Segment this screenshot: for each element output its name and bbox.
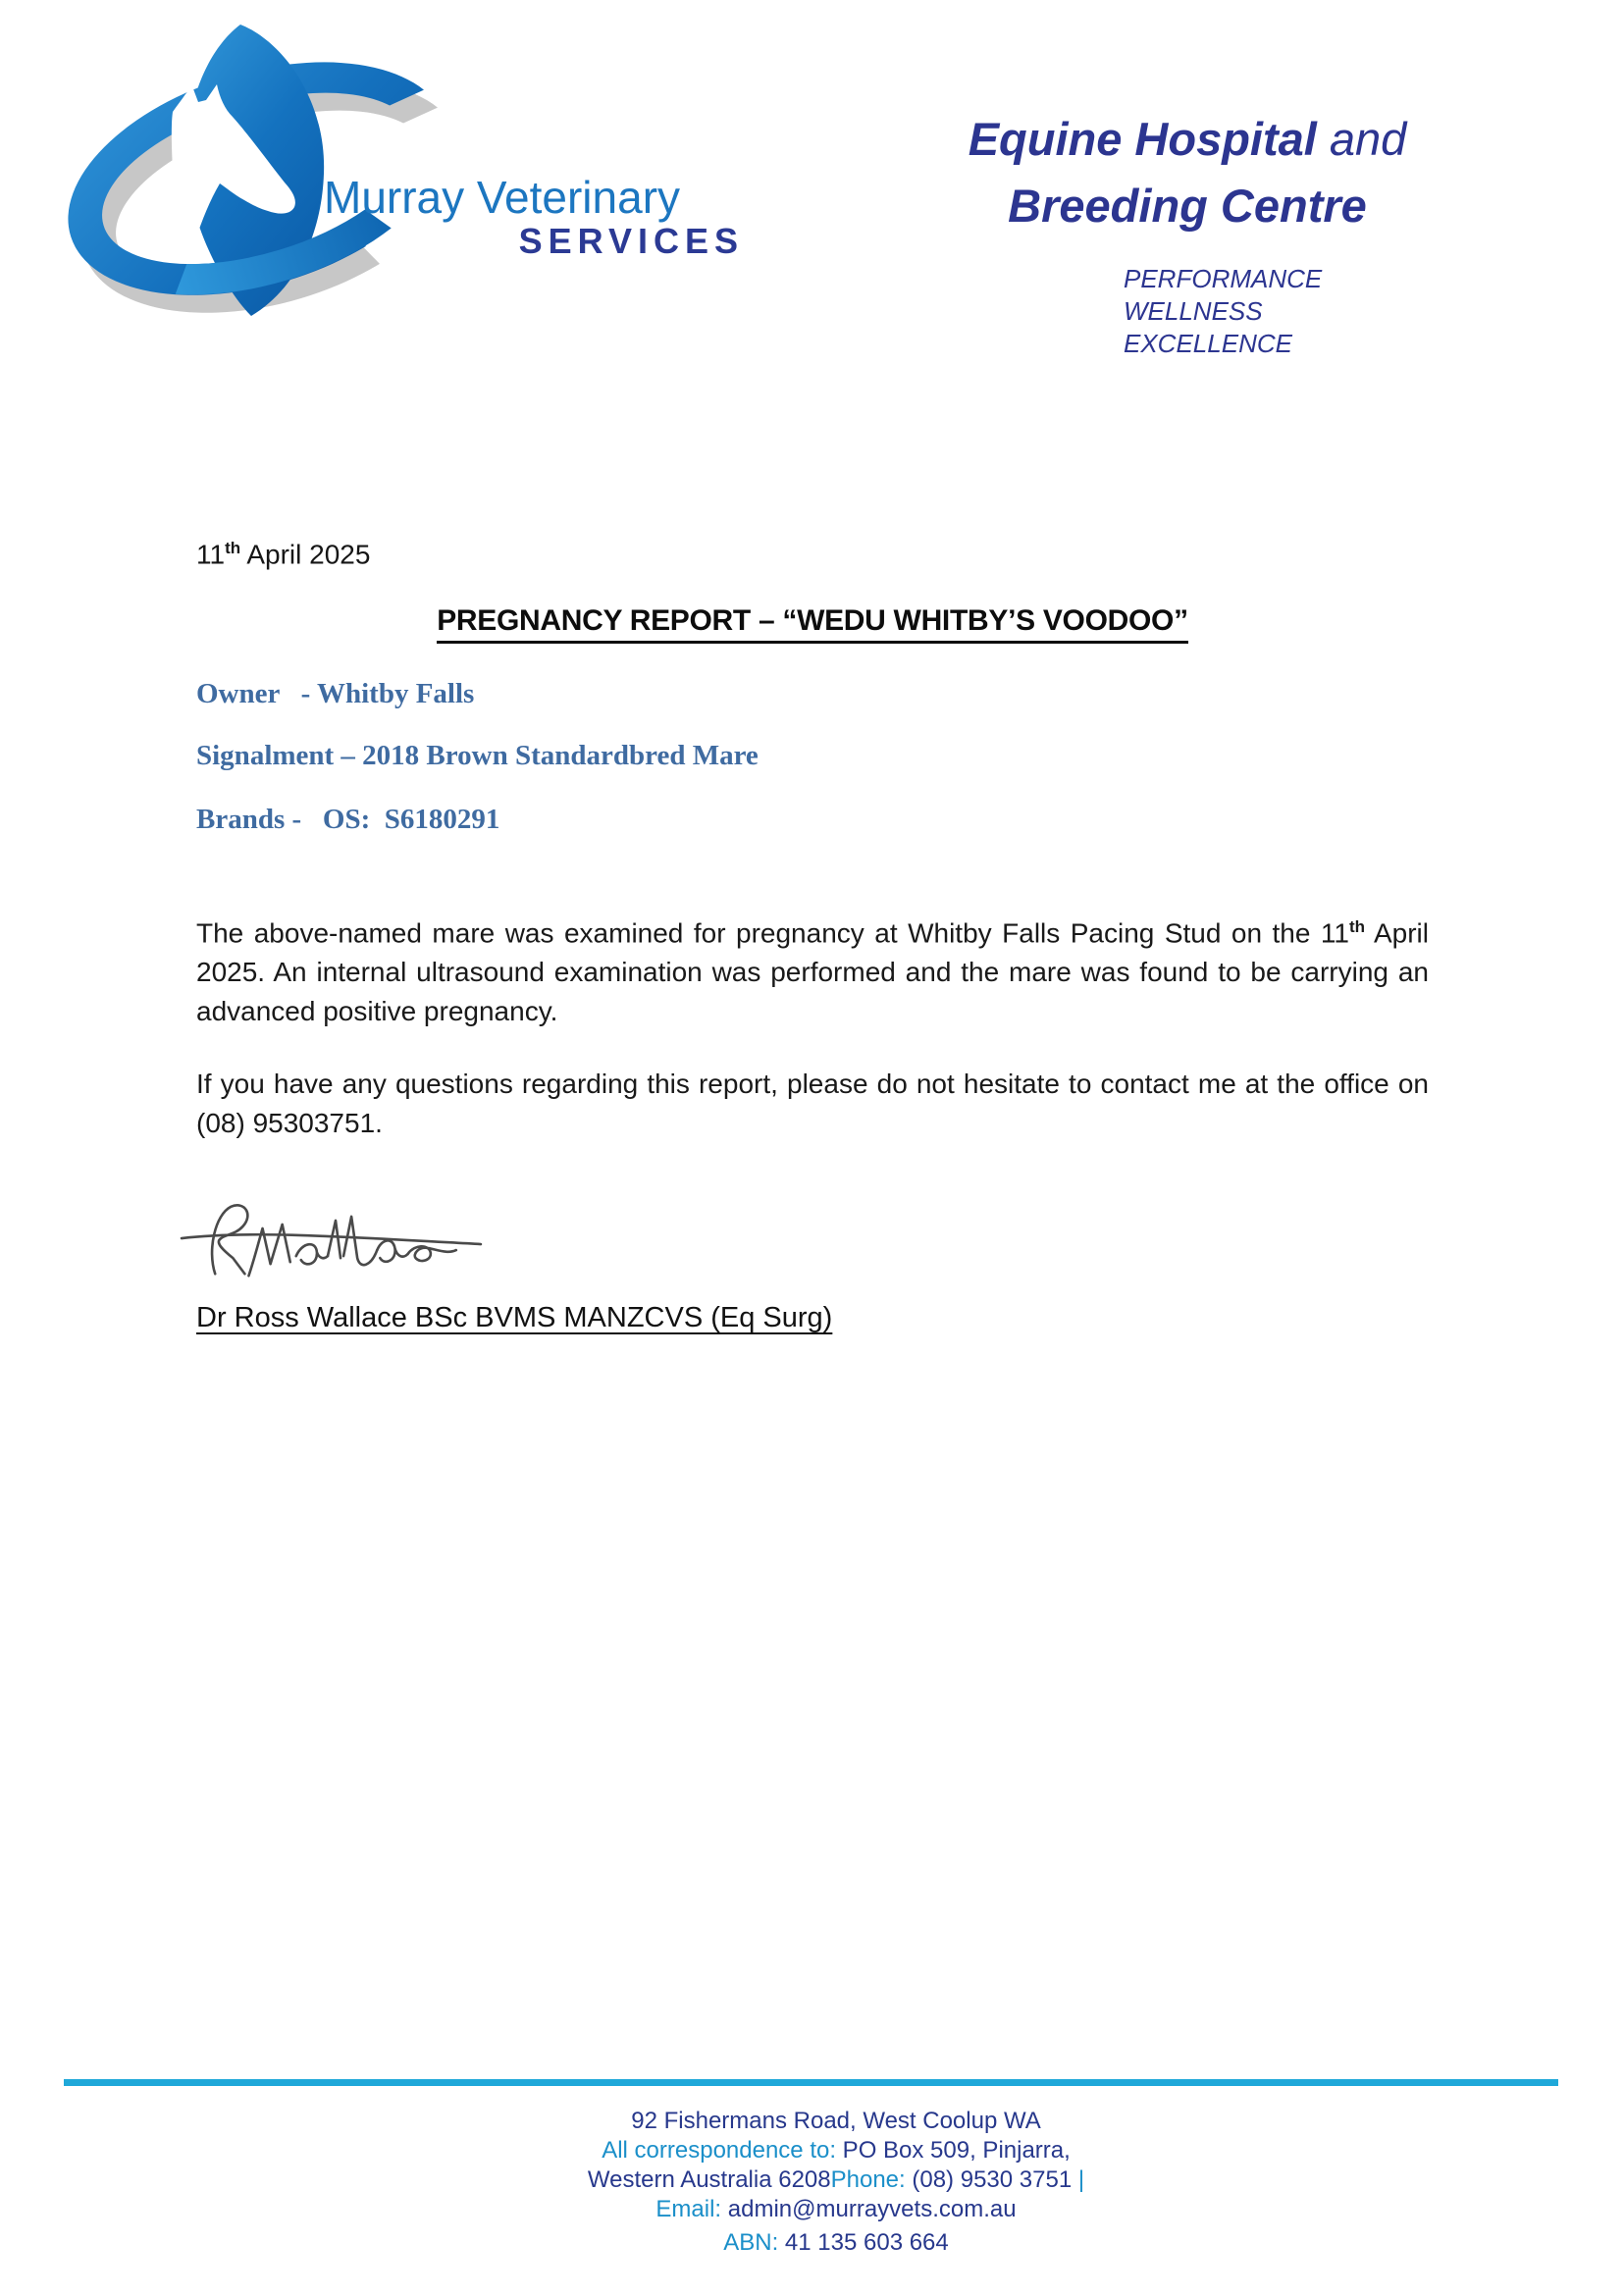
phone-value: (08) 9530 3751 [905, 2166, 1078, 2193]
detail-brands: Brands - OS: S6180291 [196, 804, 500, 835]
tagline-list [1124, 263, 1322, 360]
footer-email [120, 2195, 1552, 2224]
abn-label: ABN: [723, 2229, 779, 2256]
hospital-title [937, 113, 1438, 232]
logo-services: SERVICES [518, 221, 744, 261]
letter-date [196, 539, 370, 570]
hospital-title-line2: Breeding Centre [1008, 180, 1367, 232]
date-day: 11 [196, 539, 226, 570]
state-value: Western Australia 6208 [587, 2166, 831, 2193]
murray-vets-logo [37, 12, 498, 326]
footer-correspondence [120, 2136, 1552, 2165]
p1-after: April 2025. An internal ultrasound examination was performed and the mare was found to be carrying an advanced positive pregnancy. [196, 917, 1429, 1027]
p1-sup: th [1349, 917, 1366, 936]
logo-wordmark [324, 172, 744, 261]
footer-abn [120, 2228, 1552, 2258]
phone-label: Phone: [830, 2166, 906, 2193]
correspondence-value: PO Box 509, Pinjarra, [836, 2137, 1071, 2164]
tagline-wellness: WELLNESS [1124, 296, 1263, 326]
footer [120, 2107, 1552, 2258]
footer-phone [120, 2165, 1552, 2195]
detail-signalment: Signalment – 2018 Brown Standardbred Mare [196, 740, 759, 771]
p1-before: The above-named mare was examined for pregnancy at Whitby Falls Pacing Stud on the 11 [196, 917, 1349, 949]
footer-divider [64, 2079, 1558, 2086]
body-paragraph-2: If you have any questions regarding this report, please do not hesitate to contact me at the office on (08) 95303751. [196, 1069, 1429, 1139]
logo-name: Murray Veterinary [324, 172, 681, 223]
signatory-name: Dr Ross Wallace BSc BVMS MANZCVS (Eq Surg) [196, 1302, 833, 1333]
hospital-title-line1 [937, 113, 1438, 165]
footer-pipe: | [1077, 2166, 1085, 2193]
signature [180, 1180, 486, 1290]
body-paragraph-1 [196, 908, 1429, 1031]
email-value: admin@murrayvets.com.au [721, 2196, 1017, 2222]
tagline-excellence: EXCELLENCE [1124, 329, 1292, 358]
hospital-title-and: and [1329, 113, 1407, 165]
tagline-performance: PERFORMANCE [1124, 264, 1323, 293]
date-rest: April 2025 [240, 539, 371, 570]
letter-body [196, 908, 1429, 1176]
email-label: Email: [655, 2196, 722, 2222]
detail-owner: Owner - Whitby Falls [196, 678, 475, 709]
abn-value: 41 135 603 664 [778, 2229, 949, 2256]
correspondence-label: All correspondence to: [602, 2137, 837, 2164]
hospital-title-main: Equine Hospital [968, 113, 1330, 165]
footer-address: 92 Fishermans Road, West Coolup WA [631, 2108, 1041, 2134]
report-title-wrap [196, 604, 1429, 644]
date-suffix: th [225, 539, 241, 557]
report-title: PREGNANCY REPORT – “WEDU WHITBY’S VOODOO” [437, 604, 1188, 644]
